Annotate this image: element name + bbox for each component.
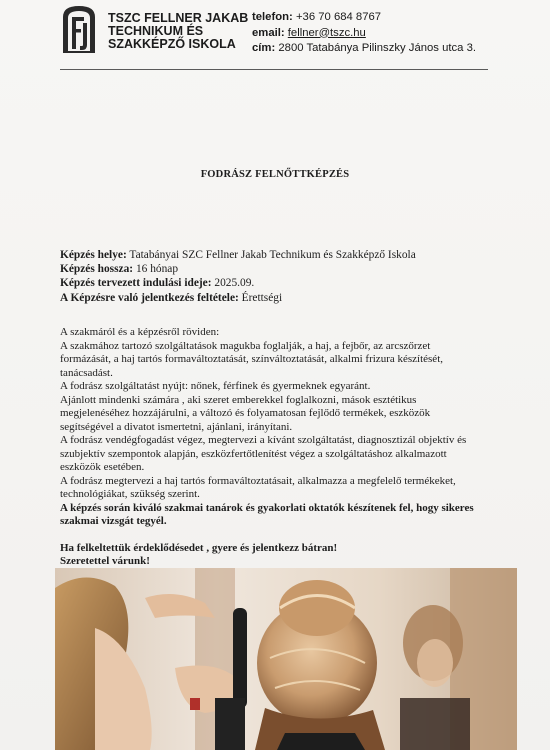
- fact-location: Képzés helye: Tatabányai SZC Fellner Jakab Technikum és Szakképző Iskola: [60, 249, 416, 261]
- address: 2800 Tatabánya Pilinszky János utca 3.: [278, 42, 476, 54]
- email-link[interactable]: fellner@tszc.hu: [287, 26, 366, 39]
- contact-block: telefon: +36 70 684 8767 email: fellner@tszc.hu cím: 2800 Tatabánya Pilinszky János utca 3.: [252, 11, 476, 54]
- header-divider: [60, 69, 488, 70]
- phone-number: +36 70 684 8767: [295, 11, 382, 23]
- call-to-action: Ha felkeltettük érdeklődésedet , gyere és jelentkezz bátran!: [60, 541, 338, 554]
- page-title: FODRÁSZ FELNŐTTKÉPZÉS: [200, 169, 350, 180]
- school-logo: [60, 3, 98, 53]
- fact-duration: Képzés hossza: 16 hónap: [60, 263, 179, 276]
- fact-start: Képzés tervezett indulási ideje: 2025.09.: [60, 277, 255, 290]
- school-name: TSZC FELLNER JAKAB TECHNIKUM ÉS SZAKKÉPZŐ ISKOLA: [108, 11, 249, 51]
- hairdresser-photo: [55, 568, 517, 750]
- fact-requirement: A Képzésre való jelentkezés feltétele: Érettségi: [60, 291, 283, 304]
- description-text: A szakmáról és a képzésről röviden: A szakmához tartozó szolgáltatások magukba foglalják, a haj, a fejbőr, az arcszőrzet formázását, a haj tartós formaváltoztatását, színváltoztatását, alkalmi frizura készítését, tanácsadást. A fodrász szolgáltatást nyújt: nőnek, férfinek és gyermeknek egyaránt. Ajánlott mindenki számára , aki szeret emberekkel foglalkozni, mások esztétikus megjelenéséhez hozzájárulni, a változó és folyamatosan fejlődő termékek, eszközök segítségével a divatot ismertetni, ajánlani, irányítani. A fodrász vendégfogadást végez, megtervezi a kívánt szolgáltatást, diagnosztizál objektív és szubjektív szempontok alapján, eszközfertőtlenítést végez a szolgáltatáshoz alkalmazott eszközök esetében. A fodrász megtervezi a haj tartós formaváltoztatásait, alkalmazza a megfelelő termékeket, technológiákat, szükség szerint. A képzés során kiváló szakmai tanárok és gyakorlati oktatók készítenek fel, hogy sikeres szakmai vizsgát tegyél. Ha felkeltettük érdeklődésedet , gyere és jelentkezz bátran! Szeretettel várunk!: [60, 326, 488, 569]
- course-facts: [60, 248, 416, 305]
